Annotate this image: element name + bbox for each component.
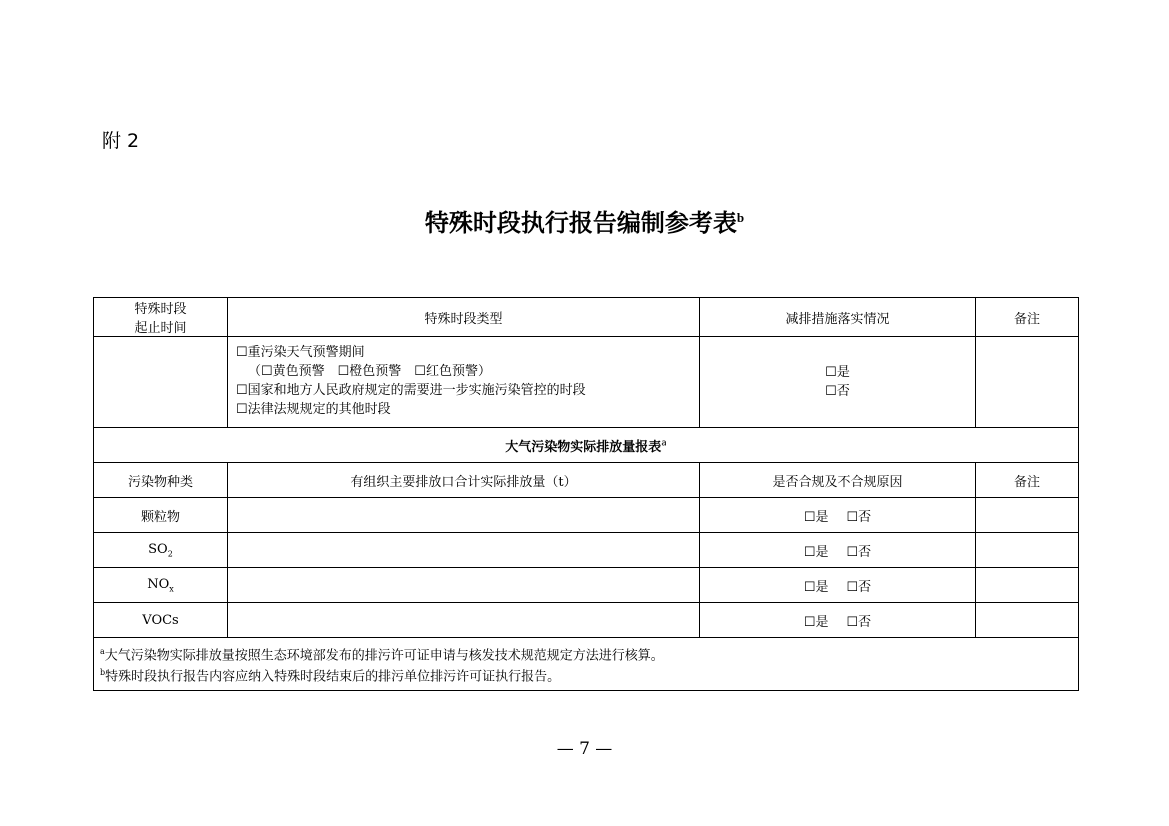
compliance-cell: [700, 603, 976, 638]
report-table: [93, 297, 1079, 691]
type-warning-levels[interactable]: （☐黄色预警 ☐橙色预警 ☐红色预警）: [248, 364, 491, 379]
compliance-yes-checkbox[interactable]: ☐是: [803, 579, 829, 595]
header-period: [94, 298, 228, 337]
remarks-cell: [976, 533, 1079, 568]
compliance-no-checkbox[interactable]: ☐否: [846, 614, 872, 630]
compliance-no-checkbox[interactable]: ☐否: [846, 544, 872, 560]
compliance-yes-checkbox[interactable]: ☐是: [803, 509, 829, 525]
header-type: 特殊时段类型: [228, 298, 700, 337]
pollutant-name: $NO_x$: [94, 568, 228, 603]
section-title-row: [94, 428, 1079, 463]
emission-header-compliance: 是否合规及不合规原因: [700, 463, 976, 498]
compliance-cell: [700, 533, 976, 568]
special-type-cell: [228, 337, 700, 428]
page-number: — 7 —: [556, 739, 613, 759]
remarks-cell: [976, 498, 1079, 533]
type-option-government[interactable]: ☐国家和地方人民政府规定的需要进一步实施污染管控的时段: [236, 383, 586, 398]
amount-cell: [228, 603, 700, 638]
title-text: 特殊时段执行报告编制参考表: [424, 209, 737, 237]
header-period-line1: 特殊时段: [134, 302, 187, 317]
compliance-no-checkbox[interactable]: ☐否: [846, 509, 872, 525]
header-measures: 减排措施落实情况: [700, 298, 976, 337]
section-title: 大气污染物实际排放量报表$^a$: [94, 428, 1079, 463]
compliance-cell: [700, 568, 976, 603]
table-row: [94, 568, 1079, 603]
amount-cell: [228, 568, 700, 603]
type-option-legal[interactable]: ☐法律法规规定的其他时段: [236, 402, 391, 417]
measures-cell: [700, 337, 976, 428]
section-note-mark: a: [661, 438, 667, 449]
remarks-cell: [976, 603, 1079, 638]
note-b: $^b$特殊时段执行报告内容应纳入特殊时段结束后的排污单位排污许可证执行报告。: [100, 668, 561, 685]
compliance-no-checkbox[interactable]: ☐否: [846, 579, 872, 595]
notes-cell: [94, 638, 1079, 691]
table-row: [94, 533, 1079, 568]
amount-cell: [228, 498, 700, 533]
attachment-label: 附 2: [102, 130, 140, 152]
measures-yes-checkbox[interactable]: ☐是: [825, 365, 850, 380]
period-cell: [94, 337, 228, 428]
compliance-yes-checkbox[interactable]: ☐是: [803, 544, 829, 560]
pollutant-name: 颗粒物: [94, 498, 228, 533]
remarks-cell: [976, 337, 1079, 428]
pollutant-name: VOCs: [94, 603, 228, 638]
pollutant-name: $SO_2$: [94, 533, 228, 568]
emission-header-amount: 有组织主要排放口合计实际排放量（t）: [228, 463, 700, 498]
note-a: $^a$大气污染物实际排放量按照生态环境部发布的排污许可证申请与核发技术规范规定方法进行核算。: [100, 647, 664, 664]
header-remarks: 备注: [976, 298, 1079, 337]
header-row: [94, 298, 1079, 337]
table-row: [94, 603, 1079, 638]
page-title: [0, 203, 1169, 238]
header-period-line2: 起止时间: [134, 321, 187, 336]
emission-header-row: [94, 463, 1079, 498]
table-row: [94, 498, 1079, 533]
type-option-heavy-pollution[interactable]: ☐重污染天气预警期间: [236, 345, 365, 360]
compliance-yes-checkbox[interactable]: ☐是: [803, 614, 829, 630]
measures-no-checkbox[interactable]: ☐否: [825, 384, 850, 399]
emission-header-remarks: 备注: [976, 463, 1079, 498]
compliance-cell: [700, 498, 976, 533]
amount-cell: [228, 533, 700, 568]
title-note-mark: b: [736, 210, 745, 225]
remarks-cell: [976, 568, 1079, 603]
notes-row: [94, 638, 1079, 691]
emission-header-pollutant: 污染物种类: [94, 463, 228, 498]
special-period-row: [94, 337, 1079, 428]
